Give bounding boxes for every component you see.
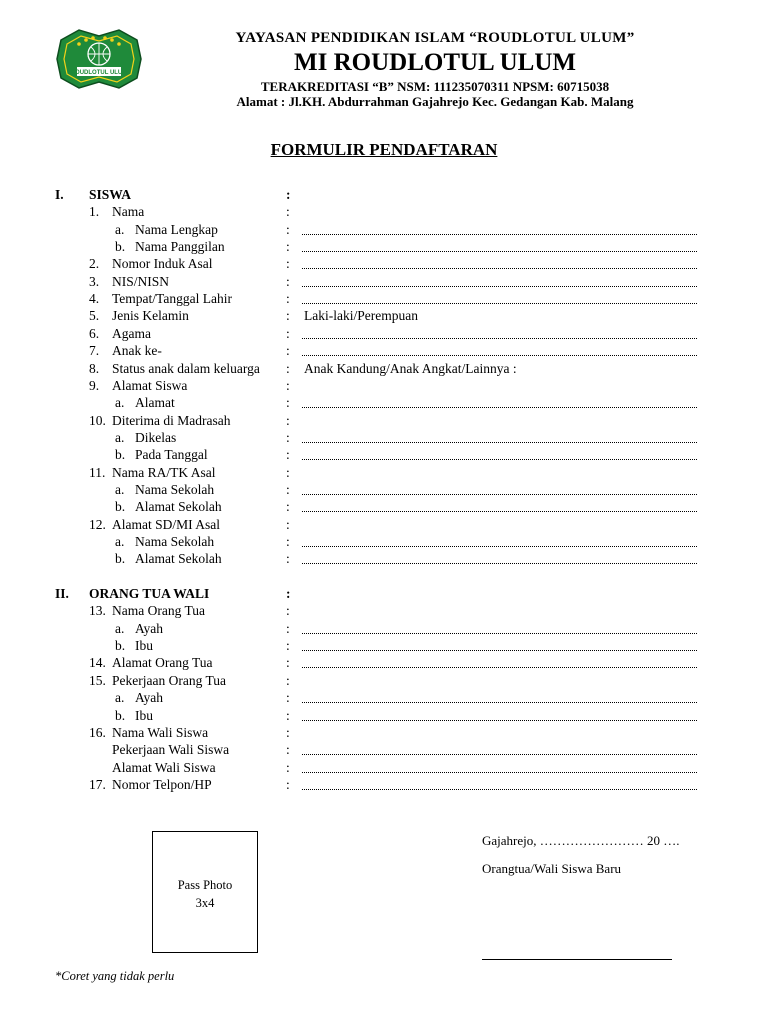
fill-in-blank[interactable] bbox=[302, 789, 697, 790]
field-label: Alamat Orang Tua bbox=[112, 655, 213, 671]
fill-in-blank[interactable] bbox=[302, 459, 697, 460]
colon: : bbox=[286, 395, 290, 411]
field-label: Alamat bbox=[135, 395, 175, 411]
colon: : bbox=[286, 187, 291, 202]
form-row bbox=[0, 221, 768, 238]
fill-in-blank[interactable] bbox=[302, 650, 697, 651]
item-number: 13. bbox=[89, 603, 106, 619]
item-number: 9. bbox=[89, 377, 100, 393]
colon: : bbox=[286, 377, 290, 393]
colon: : bbox=[286, 534, 290, 549]
colon: : bbox=[286, 776, 290, 792]
sub-item-letter: a. bbox=[115, 481, 125, 497]
fill-in-blank[interactable] bbox=[302, 667, 697, 668]
form-row bbox=[0, 446, 768, 463]
signature-date: Gajahrejo, …………………… 20 …. bbox=[482, 833, 680, 848]
section-title: SISWA bbox=[89, 187, 132, 202]
foundation-name: YAYASAN PENDIDIKAN ISLAM “ROUDLOTUL ULUM” bbox=[235, 30, 635, 46]
colon: : bbox=[286, 603, 290, 619]
form-row bbox=[0, 325, 768, 342]
form-row bbox=[0, 203, 768, 220]
section-numeral: I. bbox=[55, 187, 64, 202]
colon: : bbox=[286, 690, 290, 706]
form-row bbox=[0, 620, 768, 637]
form-row bbox=[0, 672, 768, 689]
colon: : bbox=[286, 759, 290, 775]
form-row bbox=[0, 377, 768, 394]
colon: : bbox=[286, 447, 290, 463]
field-label: Nomor Telpon/HP bbox=[112, 776, 212, 792]
sub-item-letter: b. bbox=[115, 551, 126, 567]
item-number: 8. bbox=[89, 360, 100, 376]
field-label: Nomor Induk Asal bbox=[112, 256, 213, 272]
item-number: 11. bbox=[89, 464, 106, 480]
colon: : bbox=[286, 481, 290, 497]
fill-in-blank[interactable] bbox=[302, 355, 697, 356]
fill-in-blank[interactable] bbox=[302, 251, 697, 252]
colon: : bbox=[286, 655, 290, 671]
field-label: Nama Wali Siswa bbox=[112, 724, 209, 740]
form-row bbox=[0, 759, 768, 776]
field-options: Anak Kandung/Anak Angkat/Lainnya : bbox=[304, 360, 517, 376]
section-title: ORANG TUA WALI bbox=[89, 586, 210, 602]
colon: : bbox=[286, 412, 290, 428]
form-title: FORMULIR PENDAFTARAN bbox=[270, 140, 498, 159]
signature-line bbox=[482, 959, 672, 960]
item-number: 14. bbox=[89, 655, 106, 671]
sub-item-letter: b. bbox=[115, 499, 126, 515]
form-row bbox=[0, 724, 768, 741]
field-label: Pada Tanggal bbox=[135, 447, 208, 463]
colon: : bbox=[286, 464, 290, 480]
sub-item-letter: a. bbox=[115, 395, 125, 411]
field-label: Ayah bbox=[135, 690, 164, 706]
form-row bbox=[0, 637, 768, 654]
sub-item-letter: b. bbox=[115, 638, 126, 654]
form-row bbox=[0, 602, 768, 619]
colon: : bbox=[286, 325, 290, 341]
section-heading bbox=[0, 585, 768, 602]
fill-in-blank[interactable] bbox=[302, 268, 697, 269]
form-row bbox=[0, 550, 768, 567]
field-label: Pekerjaan Orang Tua bbox=[112, 672, 226, 688]
form-row bbox=[0, 776, 768, 793]
fill-in-blank[interactable] bbox=[302, 702, 697, 703]
form-row bbox=[0, 342, 768, 359]
sub-item-letter: a. bbox=[115, 690, 125, 706]
sub-item-letter: b. bbox=[115, 239, 126, 255]
fill-in-blank[interactable] bbox=[302, 494, 697, 495]
fill-in-blank[interactable] bbox=[302, 754, 697, 755]
fill-in-blank[interactable] bbox=[302, 234, 697, 235]
section-heading bbox=[0, 186, 768, 203]
fill-in-blank[interactable] bbox=[302, 633, 697, 634]
colon: : bbox=[286, 638, 290, 654]
field-label: Nama Sekolah bbox=[135, 534, 215, 549]
field-label: Ibu bbox=[135, 707, 153, 723]
form-row bbox=[0, 429, 768, 446]
sub-item-letter: a. bbox=[115, 429, 125, 445]
colon: : bbox=[286, 256, 290, 272]
field-label: Nama bbox=[112, 204, 145, 220]
accreditation-info: TERAKREDITASI “B” NSM: 111235070311 NPSM: 60715038 bbox=[260, 79, 610, 94]
school-emblem-icon bbox=[55, 26, 143, 92]
colon: : bbox=[286, 672, 290, 688]
form-row bbox=[0, 307, 768, 324]
item-number: 1. bbox=[89, 204, 100, 220]
colon: : bbox=[286, 586, 291, 602]
form-row bbox=[0, 412, 768, 429]
form-row bbox=[0, 516, 768, 533]
field-label: Alamat Wali Siswa bbox=[112, 759, 216, 775]
fill-in-blank[interactable] bbox=[302, 563, 697, 564]
field-label: Nama Sekolah bbox=[135, 481, 215, 497]
school-logo bbox=[55, 26, 143, 92]
colon: : bbox=[286, 273, 290, 289]
form-row bbox=[0, 255, 768, 272]
section-numeral: II. bbox=[55, 586, 69, 602]
colon: : bbox=[286, 291, 290, 307]
field-options: Laki-laki/Perempuan bbox=[304, 308, 418, 324]
field-label: Agama bbox=[112, 325, 151, 341]
field-label: Anak ke- bbox=[112, 343, 162, 359]
form-row bbox=[0, 481, 768, 498]
colon: : bbox=[286, 308, 290, 324]
item-number: 7. bbox=[89, 343, 100, 359]
field-label: Ibu bbox=[135, 638, 153, 654]
colon: : bbox=[286, 204, 290, 220]
field-label: Pekerjaan Wali Siswa bbox=[112, 742, 230, 758]
sub-item-letter: a. bbox=[115, 534, 125, 549]
colon: : bbox=[286, 551, 290, 567]
colon: : bbox=[286, 742, 290, 758]
fill-in-blank[interactable] bbox=[302, 546, 697, 547]
colon: : bbox=[286, 429, 290, 445]
item-number: 3. bbox=[89, 273, 100, 289]
form-row bbox=[0, 498, 768, 515]
field-label: Tempat/Tanggal Lahir bbox=[112, 291, 232, 307]
fill-in-blank[interactable] bbox=[302, 407, 697, 408]
colon: : bbox=[286, 360, 290, 376]
field-label: Nama RA/TK Asal bbox=[112, 464, 216, 480]
form-row bbox=[0, 689, 768, 706]
colon: : bbox=[286, 221, 290, 237]
signature-role: Orangtua/Wali Siswa Baru bbox=[482, 861, 622, 876]
sub-item-letter: b. bbox=[115, 447, 126, 463]
form-row bbox=[0, 654, 768, 671]
colon: : bbox=[286, 620, 290, 636]
item-number: 17. bbox=[89, 776, 106, 792]
pass-photo-box bbox=[152, 831, 258, 953]
fill-in-blank[interactable] bbox=[302, 772, 697, 773]
fill-in-blank[interactable] bbox=[302, 303, 697, 304]
field-label: Alamat Sekolah bbox=[135, 551, 222, 567]
logo-text: ROUDLOTUL ULUM bbox=[70, 70, 128, 76]
field-label: Nama Lengkap bbox=[135, 221, 218, 237]
school-name: MI ROUDLOTUL ULUM bbox=[294, 49, 576, 76]
fill-in-blank[interactable] bbox=[302, 338, 697, 339]
fill-in-blank[interactable] bbox=[302, 442, 697, 443]
colon: : bbox=[286, 707, 290, 723]
field-label: Nama Orang Tua bbox=[112, 603, 205, 619]
colon: : bbox=[286, 499, 290, 515]
fill-in-blank[interactable] bbox=[302, 511, 697, 512]
item-number: 4. bbox=[89, 291, 100, 307]
colon: : bbox=[286, 239, 290, 255]
field-label: Dikelas bbox=[135, 429, 177, 445]
field-label: Diterima di Madrasah bbox=[112, 412, 231, 428]
item-number: 6. bbox=[89, 325, 100, 341]
form-row bbox=[0, 360, 768, 377]
item-number: 16. bbox=[89, 724, 106, 740]
form-row bbox=[0, 533, 768, 550]
form-row bbox=[0, 464, 768, 481]
item-number: 12. bbox=[89, 516, 106, 532]
school-address: Alamat : Jl.KH. Abdurrahman Gajahrejo Kec. Gedangan Kab. Malang bbox=[236, 94, 634, 109]
photo-label: Pass Photo bbox=[177, 878, 233, 892]
sub-item-letter: a. bbox=[115, 620, 125, 636]
field-label: Jenis Kelamin bbox=[112, 308, 189, 324]
field-label: Status anak dalam keluarga bbox=[112, 360, 260, 376]
field-label: Alamat Siswa bbox=[112, 377, 188, 393]
field-label: Alamat SD/MI Asal bbox=[112, 516, 220, 532]
colon: : bbox=[286, 343, 290, 359]
colon: : bbox=[286, 724, 290, 740]
form-row bbox=[0, 238, 768, 255]
item-number: 10. bbox=[89, 412, 106, 428]
field-label: Alamat Sekolah bbox=[135, 499, 222, 515]
photo-size: 3x4 bbox=[195, 896, 215, 910]
field-label: NIS/NISN bbox=[112, 273, 170, 289]
item-number: 5. bbox=[89, 308, 100, 324]
field-label: Ayah bbox=[135, 620, 164, 636]
item-number: 2. bbox=[89, 256, 100, 272]
form-row bbox=[0, 707, 768, 724]
footnote: *Coret yang tidak perlu bbox=[55, 969, 175, 983]
form-row bbox=[0, 394, 768, 411]
form-row bbox=[0, 741, 768, 758]
fill-in-blank[interactable] bbox=[302, 720, 697, 721]
fill-in-blank[interactable] bbox=[302, 286, 697, 287]
colon: : bbox=[286, 516, 290, 532]
sub-item-letter: b. bbox=[115, 707, 126, 723]
form-row bbox=[0, 290, 768, 307]
form-row bbox=[0, 273, 768, 290]
field-label: Nama Panggilan bbox=[135, 239, 225, 255]
sub-item-letter: a. bbox=[115, 221, 125, 237]
item-number: 15. bbox=[89, 672, 106, 688]
